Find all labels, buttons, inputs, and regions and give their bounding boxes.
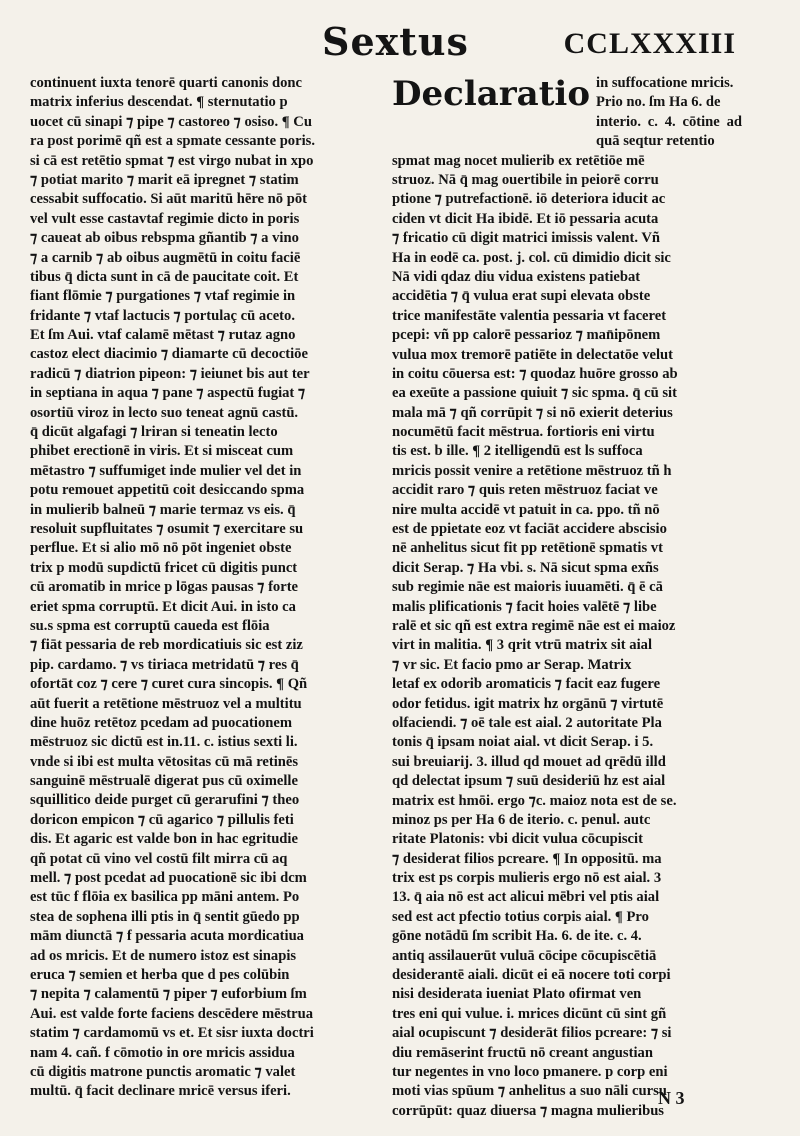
text-line: accidētia ⁊ q̄ vulua erat supi elevata obste bbox=[392, 288, 651, 305]
text-line: osortiū viroz in lecto suo teneat agnū castū. bbox=[30, 404, 299, 421]
text-line: dine huōz retētoz pcedam ad puocationem bbox=[30, 714, 292, 731]
text-line: in septiana in aqua ⁊ pane ⁊ aspectū fugiat ⁊ bbox=[30, 385, 306, 402]
text-line: nocumētū facit mēstrua. fortioris eni virtu bbox=[392, 424, 655, 441]
text-line: sanguinē mēstrualē digerat pus cū oximelle bbox=[30, 773, 298, 790]
left-column bbox=[30, 74, 400, 1102]
text-line: trix est ps corpis mulieris ergo nō est aial. 3 bbox=[392, 870, 662, 887]
text-line: ⁊ desiderat filios pcreare. ¶ In oppositū. ma bbox=[392, 850, 662, 867]
right-column-body bbox=[392, 152, 742, 1122]
text-line: nisi desiderata iueniat Plato ofirmat ven bbox=[392, 986, 642, 1003]
text-line: diu remāserint fructū nō creant angustian bbox=[392, 1044, 653, 1061]
text-line: mēstruoz sic dictū est in.11. c. istius sexti li. bbox=[30, 734, 298, 751]
text-line: gōne notādū ſm scribit Ha. 6. de ite. c. 4. bbox=[392, 928, 642, 945]
text-line: ritate Platonis: vbi dicit vulua cōcupiscit bbox=[392, 831, 643, 848]
text-line: cū digitis matrone punctis aromatic ⁊ valet bbox=[30, 1063, 296, 1080]
text-line: sed est act pfectio totius corpis aial. ¶ Pro bbox=[392, 908, 649, 925]
text-line: potu remouet appetitū coit desiccando spma bbox=[30, 482, 305, 499]
running-head-word: Sextus bbox=[322, 19, 469, 64]
text-line: ⁊ vr sic. Et facio pmo ar Serap. Matrix bbox=[392, 656, 632, 673]
text-line: tres eni qui vulue. i. mrices dicūnt cū sint gñ bbox=[392, 1005, 667, 1022]
text-line: nē anhelitus sicut fit pp retētionē spmatis vt bbox=[392, 540, 663, 557]
text-line: resoluit supfluitates ⁊ osumit ⁊ exercitare su bbox=[30, 520, 304, 537]
text-line: malis plificationis ⁊ facit hoies valētē ⁊ libe bbox=[392, 598, 657, 615]
text-line: ptione ⁊ putrefactionē. iō deteriora iducit ac bbox=[392, 191, 666, 208]
text-line: in coitu cōuersa est: ⁊ quodaz huōre grosso ab bbox=[392, 365, 678, 382]
text-line: spmat mag nocet mulierib ex retētiōe mē bbox=[392, 152, 645, 169]
text-line: nam 4. cañ. f cōmotio in ore mricis assidua bbox=[30, 1044, 295, 1061]
text-line: mricis possit venire a retētione mēstruoz tñ h bbox=[392, 462, 672, 479]
text-line: Aui. est valde forte faciens descēdere mēstrua bbox=[30, 1005, 314, 1022]
text-line: minoz ps per Ha 6 de iterio. c. penul. autc bbox=[392, 811, 651, 828]
text-line: perflue. Et si alio mō nō pōt ingeniet obste bbox=[30, 540, 292, 557]
text-line: ciden vt dicit Ha ibidē. Et iō pessaria acuta bbox=[392, 210, 659, 227]
text-line: tonis q̄ ipsam noiat aial. vt dicit Serap. i 5. bbox=[392, 734, 654, 751]
text-line: est de ppietate eoz vt faciāt accidere abscisio bbox=[392, 521, 667, 538]
text-line: continuent iuxta tenorē quarti canonis donc bbox=[30, 75, 303, 91]
text-line: matrix est hmōi. ergo ⁊c. maioz nota est de se. bbox=[392, 792, 677, 809]
text-line: Nā vidi qdaz diu vidua existens patiebat bbox=[392, 268, 641, 285]
text-line: matrix inferius descendat. ¶ sternutatio p bbox=[30, 94, 288, 111]
text-line: radicū ⁊ diatrion pipeon: ⁊ ieiunet bis aut ter bbox=[30, 365, 310, 382]
rubric-side-line: Prio no. ſm Ha 6. de bbox=[596, 94, 721, 111]
text-line: nire multa accidē vt patuit in ca. ppo. tñ nō bbox=[392, 501, 660, 518]
text-line: doricon empicon ⁊ cū agarico ⁊ pillulis feti bbox=[30, 811, 294, 828]
text-line: ⁊ fricatio cū digit matrici imissis valent. Vñ bbox=[392, 230, 661, 247]
text-line: ralē et sic qñ est extra regimē nāe est ei maioz bbox=[392, 618, 676, 634]
text-line: ⁊ potiat marito ⁊ marit eā ipregnet ⁊ statim bbox=[30, 171, 299, 188]
text-line: corrūpūt: quaz diuersa ⁊ magna mulieribus bbox=[392, 1102, 664, 1119]
text-line: ra post porimē qñ est a spmate cessante poris. bbox=[30, 133, 315, 150]
text-line: fridante ⁊ vtaf lactucis ⁊ portulaç cū aceto. bbox=[30, 307, 295, 324]
rubric-block bbox=[392, 74, 742, 152]
text-line: struoz. Nā q̄ mag ouertibile in peiorē corru bbox=[392, 172, 659, 189]
text-line: antiq assilauerūt vuluā cōcipe cōcupiscētiā bbox=[392, 947, 657, 964]
text-line: castoz elect diacimio ⁊ diamarte cū decoctiōe bbox=[30, 346, 308, 363]
text-line: uocet cū sinapi ⁊ pipe ⁊ castoreo ⁊ osiso. ¶ Cu bbox=[30, 113, 312, 130]
text-line: tur negentes in vno loco pmanere. p corp eni bbox=[392, 1063, 668, 1080]
text-line: trix p modū supdictū fricet cū digitis punct bbox=[30, 559, 298, 576]
text-line: odor fetidus. igit matrix hz orgānū ⁊ virtutē bbox=[392, 695, 664, 712]
text-line: Ha in eodē ca. post. j. col. cū dimidio dicit sic bbox=[392, 249, 671, 266]
text-line: moti vias spūum ⁊ anhelitus a suo nāli cursu bbox=[392, 1083, 667, 1100]
text-line: mētastro ⁊ suffumiget inde mulier vel det in bbox=[30, 462, 302, 479]
right-column bbox=[392, 74, 742, 1121]
text-line: vel vult esse castavtaf regimie dicto in poris bbox=[30, 210, 300, 227]
rubric-side-line: in suffocatione mricis. bbox=[596, 75, 734, 91]
text-line: ⁊ caueat ab oibus rebspma gñantib ⁊ a vino bbox=[30, 230, 299, 247]
text-line: 13. q̄ aia nō est act alicui mēbri vel ptis aial bbox=[392, 889, 660, 906]
text-line: tis est. b ille. ¶ 2 itelligendū est ls suffoca bbox=[392, 443, 643, 460]
text-line: qd delectat ipsum ⁊ suū desideriū hz est aial bbox=[392, 773, 666, 790]
text-line: ⁊ fiāt pessaria de reb mordicatiuis sic est ziz bbox=[30, 637, 303, 654]
text-line: su.s spma est corruptū caueda est flōia bbox=[30, 617, 270, 634]
text-line: ofortāt coz ⁊ cere ⁊ curet cura sincopis. ¶ Qñ bbox=[30, 676, 308, 693]
text-line: multū. q̄ facit declinare mricē versus iferi. bbox=[30, 1083, 291, 1100]
text-line: qñ potat cū vino vel costū filt mirra cū aq bbox=[30, 850, 288, 867]
text-line: ad os mricis. Et de numero istoz est sinapis bbox=[30, 947, 297, 964]
text-line: phibet erectionē in viris. Et si misceat cum bbox=[30, 443, 294, 460]
text-line: squillitico deide purget cū gerarufini ⁊ theo bbox=[30, 792, 300, 809]
text-line: cessabit suffocatio. Si aūt maritū hēre nō pōt bbox=[30, 191, 308, 208]
signature-mark: N 3 bbox=[658, 1088, 685, 1108]
text-line: sui breuiarij. 3. illud qd mouet ad qrēdū illd bbox=[392, 753, 666, 770]
text-line: eriet spma corruptū. Et dicit Aui. in isto ca bbox=[30, 598, 296, 615]
text-line: stea de sophena illi ptis in q̄ sentit gūedo pp bbox=[30, 908, 300, 925]
text-line: letaf ex odorib aromaticis ⁊ facit eaz fugere bbox=[392, 676, 661, 693]
text-line: dis. Et agaric est valde bon in hac egritudie bbox=[30, 831, 298, 848]
text-line: vnde si ibi est multa vētositas cū mā retinēs bbox=[30, 753, 299, 770]
text-line: trice manifestāte valentia pessaria vt faceret bbox=[392, 307, 667, 324]
rubric-heading: Declaratio bbox=[392, 74, 591, 114]
rubric-side-line: interio. c. 4. cōtine ad quā seqtur retentio bbox=[596, 113, 742, 150]
text-line: mām diunctā ⁊ f pessaria acuta mordicatiua bbox=[30, 928, 304, 945]
text-line: desiderantē aiali. dicūt ei eā nocere toti corpi bbox=[392, 967, 671, 984]
text-line: ⁊ a carnib ⁊ ab oibus augmētū in coitu faciē bbox=[30, 249, 301, 266]
text-line: sub regimie nāe est maioris iuuamēti. q̄ ē cā bbox=[392, 579, 663, 596]
text-line: vulua mox tremorē patiēte in delectatōe velut bbox=[392, 346, 673, 363]
text-line: aūt fuerit a retētione mēstruoz vel a multitu bbox=[30, 695, 302, 712]
text-line: tibus q̄ dicta sunt in cā de paucitate coit. Et bbox=[30, 268, 299, 285]
text-line: cū aromatib in mrice p lōgas pausas ⁊ forte bbox=[30, 579, 299, 596]
text-line: mell. ⁊ post pcedat ad puocationē sic ibi dcm bbox=[30, 870, 307, 887]
text-line: fiant flōmie ⁊ purgationes ⁊ vtaf regimie in bbox=[30, 288, 296, 305]
text-line: aial ocupiscunt ⁊ desiderāt filios pcreare: ⁊ si bbox=[392, 1025, 672, 1042]
text-line: Et ſm Aui. vtaf calamē mētast ⁊ rutaz agno bbox=[30, 327, 296, 344]
text-line: olfaciendi. ⁊ oē tale est aial. 2 autoritate Pla bbox=[392, 714, 662, 731]
running-head bbox=[322, 20, 762, 70]
text-line: pip. cardamo. ⁊ vs tiriaca metridatū ⁊ res q̄ bbox=[30, 656, 299, 673]
text-line: est tūc f flōia ex basilica pp māni antem. Po bbox=[30, 889, 300, 906]
text-line: eruca ⁊ semien et herba que d pes colūbin bbox=[30, 966, 290, 983]
text-line: mala mā ⁊ qñ corrūpit ⁊ si nō exierit deterius bbox=[392, 404, 673, 421]
text-line: in mulierib balneū ⁊ marie termaz vs eis. q̄ bbox=[30, 501, 296, 518]
folio-number: CCLXXXIII bbox=[563, 27, 736, 60]
text-line: statim ⁊ cardamomū vs et. Et sisr iuxta doctri bbox=[30, 1025, 314, 1042]
text-line: pcepi: vñ pp calorē pessarioz ⁊ man̄ipōnem bbox=[392, 327, 661, 344]
text-line: dicit Serap. ⁊ Ha vbi. s. Nā sicut spma exñs bbox=[392, 559, 659, 576]
text-line: virt in malitia. ¶ 3 qrit vtrū matrix sit aial bbox=[392, 637, 652, 654]
text-line: si cā est retētio spmat ⁊ est virgo nubat in xpo bbox=[30, 152, 314, 169]
text-line: accidit raro ⁊ quis reten mēstruoz faciat ve bbox=[392, 482, 658, 499]
text-line: ⁊ nepita ⁊ calamentū ⁊ piper ⁊ euforbium ſm bbox=[30, 986, 307, 1003]
text-line: q̄ dicūt algafagi ⁊ lriran si teneatin lecto bbox=[30, 424, 278, 441]
text-line: ea exeūte a passione quiuit ⁊ sic spma. q̄ cū sit bbox=[392, 385, 677, 402]
rubric-side-text bbox=[596, 74, 742, 152]
